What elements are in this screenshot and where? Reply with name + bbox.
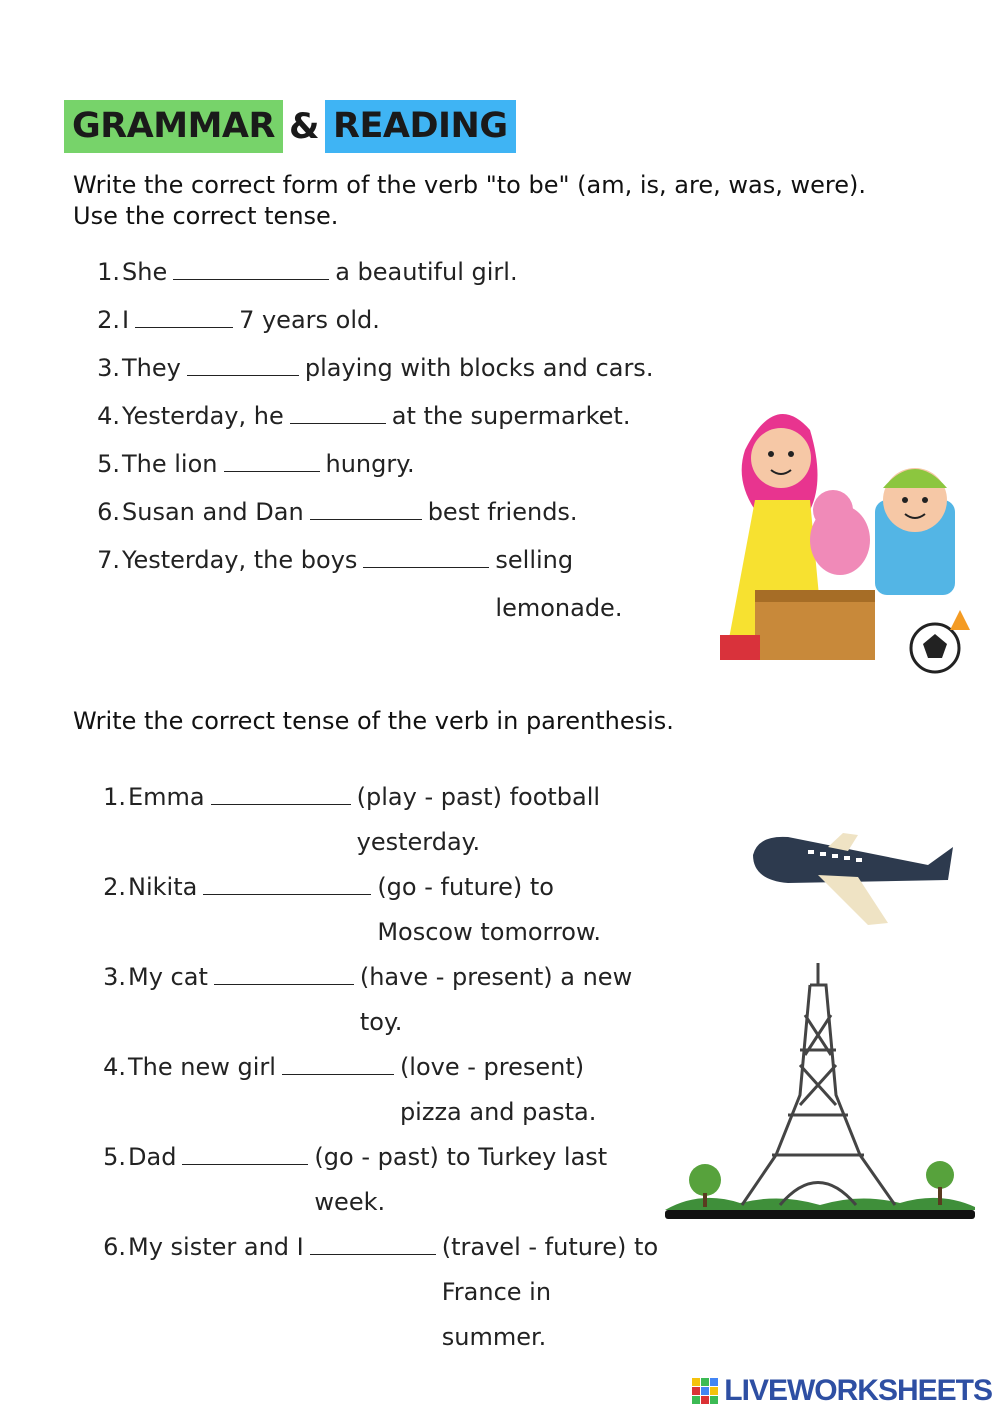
section1-list: [72, 248, 712, 632]
item-number: 4.: [97, 402, 120, 430]
item-number: 6.: [97, 498, 120, 526]
item-text-before: Dad: [128, 1143, 177, 1171]
item-text-before: She: [122, 258, 168, 286]
item-text-after: (go - future) to Moscow tomorrow.: [377, 873, 602, 946]
item-text-after: selling lemonade.: [495, 546, 623, 622]
answer-blank[interactable]: [310, 1234, 436, 1255]
item-text-after: hungry.: [325, 450, 415, 478]
worksheet-title: [64, 100, 516, 153]
answer-blank[interactable]: [363, 547, 489, 568]
section2-instruction: Write the correct tense of the verb in parenthesis.: [73, 707, 674, 735]
liveworksheets-logo-icon: [692, 1378, 718, 1404]
answer-blank[interactable]: [211, 784, 351, 805]
section2-item-4: [78, 1045, 718, 1135]
item-text-after: (have - present) a new toy.: [359, 963, 633, 1036]
item-text-after: a beautiful girl.: [335, 258, 518, 286]
section1-item-7: [72, 536, 712, 632]
item-text-before: Yesterday, he: [122, 402, 284, 430]
item-number: 1.: [103, 783, 126, 811]
section1-item-5: [72, 440, 712, 488]
item-number: 5.: [103, 1143, 126, 1171]
item-number: 1.: [97, 258, 120, 286]
item-text-after: (go - past) to Turkey last week.: [314, 1143, 608, 1216]
item-text-before: They: [122, 354, 181, 382]
answer-blank[interactable]: [187, 355, 299, 376]
section2-item-3: [78, 955, 718, 1045]
answer-blank[interactable]: [310, 499, 422, 520]
item-text-after: at the supermarket.: [391, 402, 631, 430]
item-text-before: Emma: [128, 783, 205, 811]
section2-item-6: [78, 1225, 718, 1360]
item-number: 2.: [97, 306, 120, 334]
section1-item-2: [72, 296, 712, 344]
section1-item-1: [72, 248, 712, 296]
item-text-after: playing with blocks and cars.: [304, 354, 654, 382]
answer-blank[interactable]: [135, 307, 233, 328]
section1-item-6: [72, 488, 712, 536]
kids-with-toys-illustration: [715, 390, 980, 685]
section2-item-5: [78, 1135, 718, 1225]
section1-item-4: [72, 392, 712, 440]
item-number: 4.: [103, 1053, 126, 1081]
section1-instruction: Write the correct form of the verb "to be" (am, is, are, was, were). Use the correct tense.: [73, 171, 866, 230]
item-number: 3.: [103, 963, 126, 991]
item-text-before: Nikita: [128, 873, 198, 901]
item-text-before: My sister and I: [128, 1233, 304, 1261]
item-number: 7.: [97, 546, 120, 574]
answer-blank[interactable]: [203, 874, 371, 895]
answer-blank[interactable]: [182, 1144, 308, 1165]
eiffel-tower-illustration: [660, 955, 980, 1225]
section2-item-2: [78, 865, 718, 955]
title-reading: READING: [325, 100, 516, 153]
item-text-before: My cat: [128, 963, 208, 991]
item-number: 3.: [97, 354, 120, 382]
item-text-before: I: [122, 306, 130, 334]
item-text-after: (travel - future) to France in summer.: [441, 1233, 659, 1351]
answer-blank[interactable]: [224, 451, 320, 472]
liveworksheets-logo-text: LIVEWORKSHEETS: [724, 1374, 992, 1407]
section2-item-1: [78, 775, 718, 865]
answer-blank[interactable]: [290, 403, 386, 424]
title-grammar: GRAMMAR: [64, 100, 283, 153]
item-text-before: The new girl: [128, 1053, 276, 1081]
item-number: 6.: [103, 1233, 126, 1261]
liveworksheets-logo: [692, 1374, 992, 1408]
item-text-before: Susan and Dan: [122, 498, 304, 526]
item-text-after: 7 years old.: [239, 306, 380, 334]
section1-item-3: [72, 344, 712, 392]
item-number: 2.: [103, 873, 126, 901]
item-number: 5.: [97, 450, 120, 478]
title-ampersand: &: [288, 106, 319, 147]
answer-blank[interactable]: [214, 964, 354, 985]
item-text-after: best friends.: [427, 498, 578, 526]
section2-list: [78, 775, 718, 1360]
answer-blank[interactable]: [173, 259, 329, 280]
item-text-after: (love - present) pizza and pasta.: [399, 1053, 597, 1126]
answer-blank[interactable]: [282, 1054, 394, 1075]
item-text-before: The lion: [122, 450, 218, 478]
item-text-before: Yesterday, the boys: [122, 546, 358, 574]
item-text-after: (play - past) football yesterday.: [356, 783, 601, 856]
airplane-illustration: [748, 825, 960, 930]
